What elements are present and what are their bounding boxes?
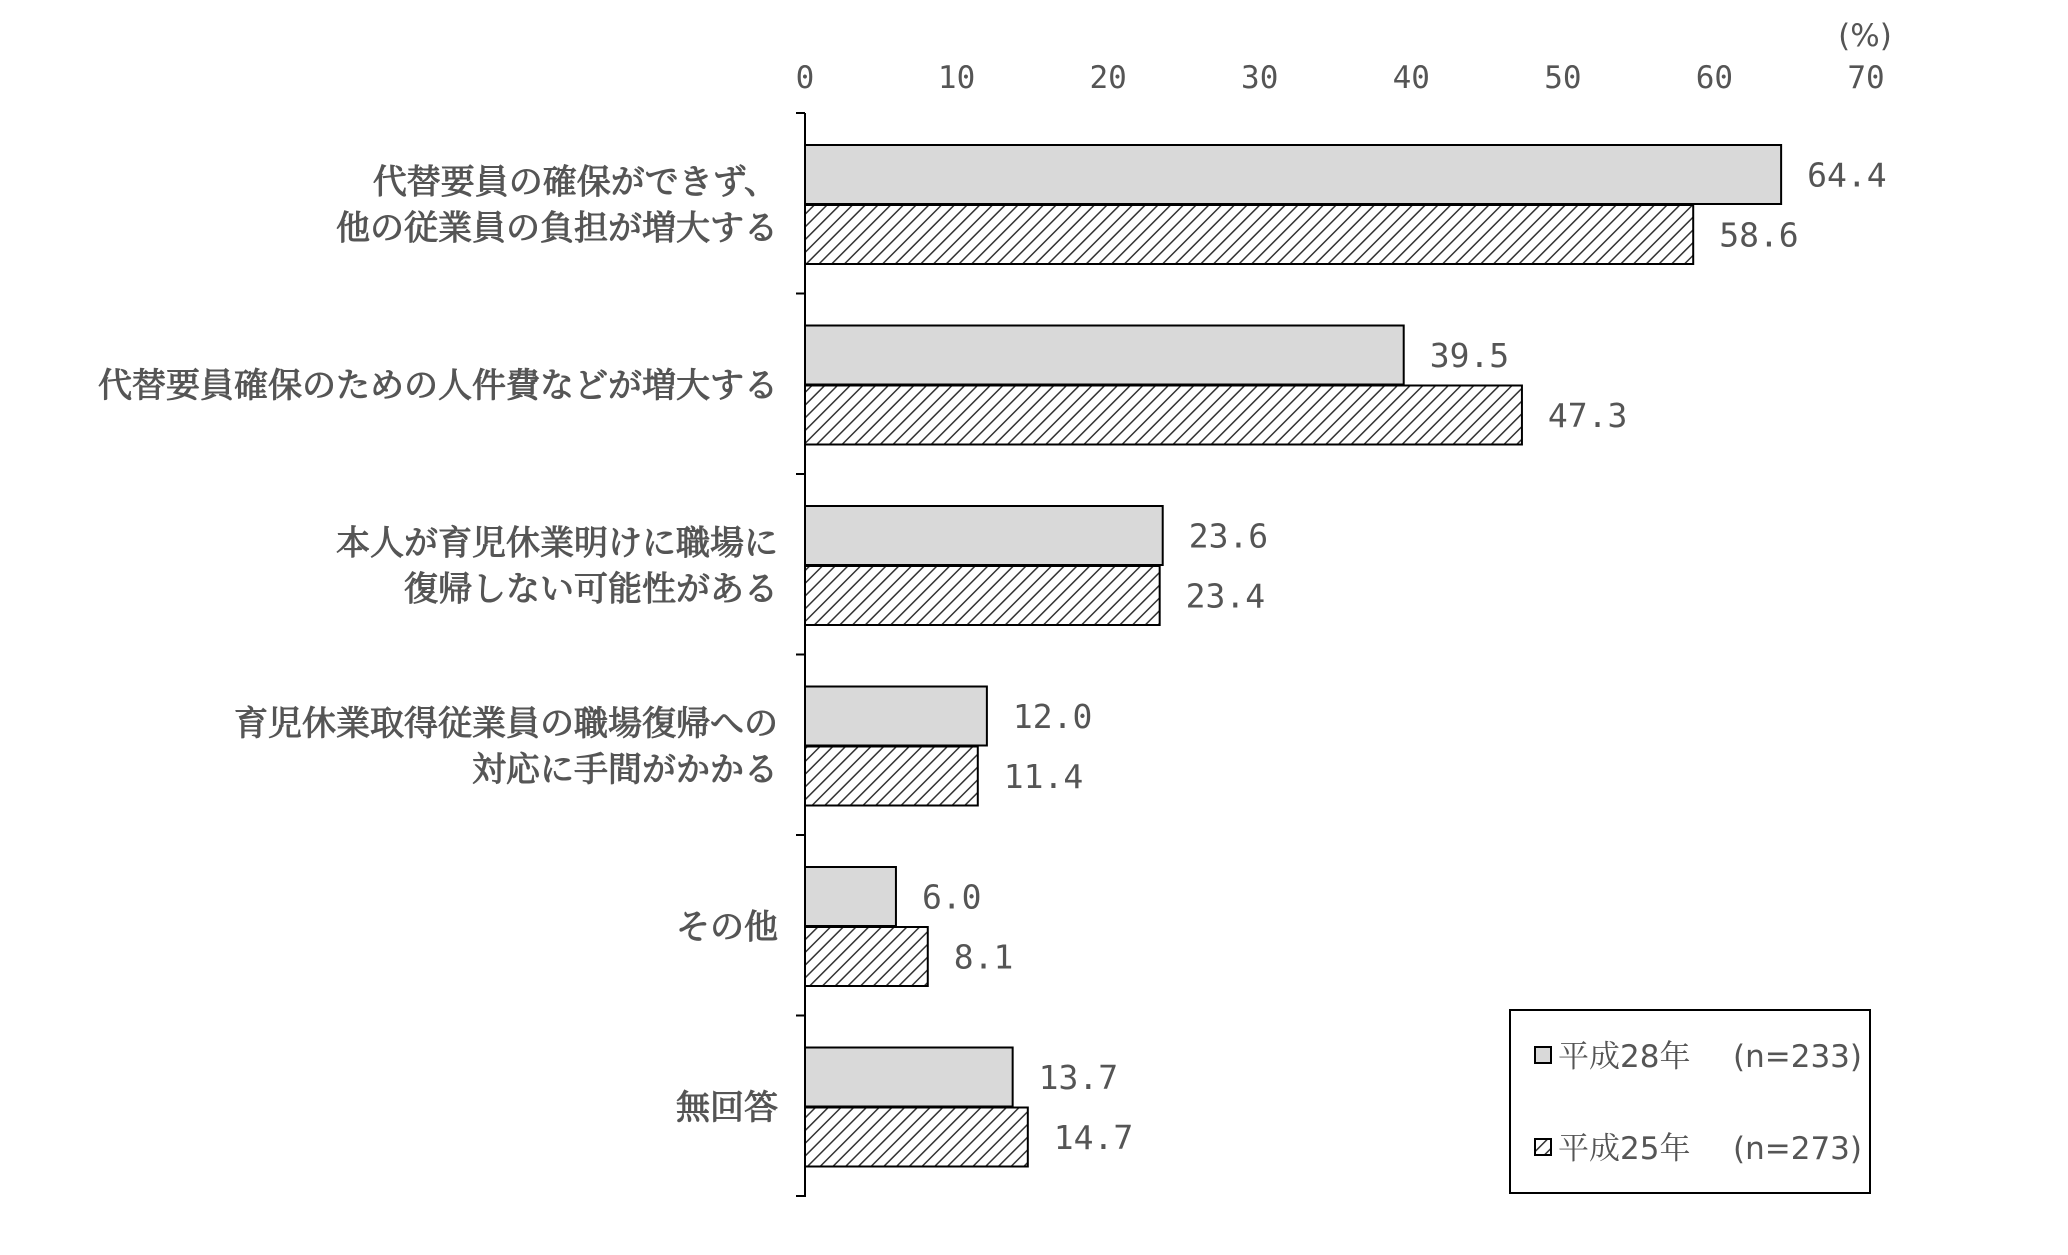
legend-swatch [1535,1139,1551,1155]
legend [1510,1010,1870,1193]
category-label: 復帰しない可能性がある [404,569,778,610]
x-tick-label: 20 [1089,60,1127,96]
bar-h28 [805,867,896,926]
category-label: 育児休業取得従業員の職場復帰への [234,704,778,744]
x-tick-label: 60 [1695,60,1734,96]
legend-series-n: (n=233) [1733,1039,1862,1075]
bar-h28 [805,1048,1013,1107]
data-label: 8.1 [953,937,1014,977]
data-label: 39.5 [1429,336,1510,375]
x-tick-label: 70 [1847,60,1885,96]
data-label: 6.0 [921,877,982,917]
category-label: 無回答 [676,1088,778,1128]
bar-h25 [805,927,928,986]
data-label: 23.4 [1185,576,1266,616]
data-label: 11.4 [1003,757,1084,796]
data-label: 13.7 [1038,1058,1119,1097]
x-tick-label: 0 [795,60,815,96]
x-tick-label: 10 [937,60,976,96]
bar-h28 [805,145,1781,204]
x-tick-label: 30 [1241,60,1279,96]
data-label: 64.4 [1807,155,1887,195]
legend-series-name: 平成25年 [1558,1131,1691,1167]
labels [98,156,1887,1158]
category-label: 本人が育児休業明けに職場に [336,523,778,564]
x-tick-label: 50 [1544,60,1582,96]
category-label: 他の従業員の負担が増大する [336,208,778,249]
legend-series-name: 平成28年 [1558,1039,1691,1075]
data-label: 23.6 [1188,516,1269,556]
data-label: 14.7 [1053,1118,1134,1157]
unit-label: (%) [1838,18,1892,54]
bar-h25 [805,205,1693,264]
x-tick-label: 40 [1392,60,1430,96]
bar-h25 [805,566,1160,625]
data-label: 12.0 [1012,697,1093,736]
category-label: 対応に手間がかかる [472,750,778,790]
legend-series-n: (n=273) [1733,1131,1862,1167]
bar-h25 [805,386,1522,445]
bar-h28 [805,506,1163,565]
category-label: その他 [676,907,778,948]
legend-swatch [1535,1047,1551,1063]
bar-h25 [805,747,978,806]
data-label: 58.6 [1719,215,1799,255]
bar-h28 [805,687,987,746]
category-label: 代替要員の確保ができず、 [372,162,778,203]
category-label: 代替要員確保のための人件費などが増大する [98,366,778,406]
bar-h28 [805,326,1404,385]
bar-h25 [805,1108,1028,1167]
data-label: 47.3 [1547,396,1628,435]
